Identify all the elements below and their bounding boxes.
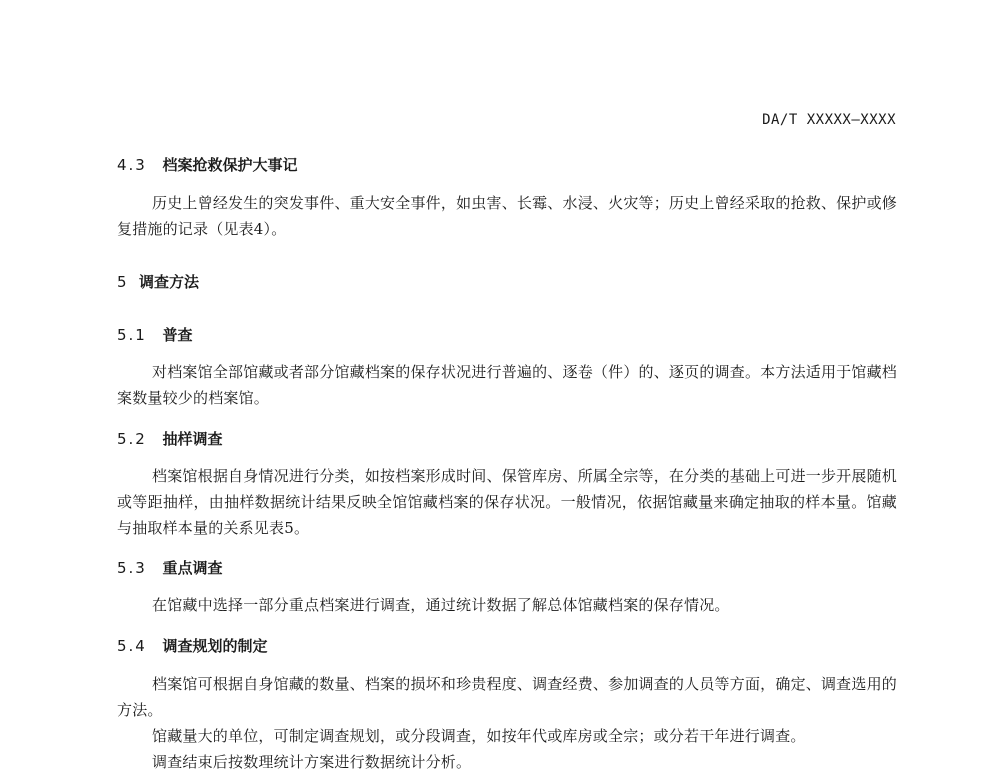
section-heading-5-1 [117,324,193,345]
section-heading-5-3 [117,557,223,578]
section-heading-4-3 [117,154,298,175]
section-number: 4.3 [117,156,147,174]
section-heading-5 [117,271,199,292]
paragraph: 在馆藏中选择一部分重点档案进行调查，通过统计数据了解总体馆藏档案的保存情况。 [152,596,730,614]
section-heading-5-4 [117,635,268,656]
paragraph: 档案馆可根据自身馆藏的数量、档案的损坏和珍贵程度、调查经费、参加调查的人员等方面，确定、调查选用的方法。 [117,675,897,719]
section-title: 重点调查 [162,559,223,577]
section-title: 普查 [162,326,193,344]
paragraph: 调查结束后按数理统计方案进行数据统计分析。 [152,753,472,771]
section-title: 调查方法 [139,273,200,291]
section-number: 5 [117,273,129,291]
document-code: DA/T XXXXX—XXXX [762,112,896,128]
section-title: 调查规划的制定 [162,637,268,655]
section-title: 抽样调查 [162,430,223,448]
paragraph: 对档案馆全部馆藏或者部分馆藏档案的保存状况进行普遍的、逐卷（件）的、逐页的调查。本方法适用于馆藏档案数量较少的档案馆。 [117,363,897,407]
paragraph: 档案馆根据自身情况进行分类，如按档案形成时间、保管库房、所属全宗等，在分类的基础上可进一步开展随机或等距抽样，由抽样数据统计结果反映全馆馆藏档案的保存状况。一般情况，依据馆藏量来确定抽取的样本量。馆藏与抽取样本量的关系见表5。 [117,467,897,537]
section-number: 5.2 [117,430,147,448]
section-number: 5.4 [117,637,147,655]
paragraph: 历史上曾经发生的突发事件、重大安全事件，如虫害、长霉、水浸、火灾等；历史上曾经采取的抢救、保护或修复措施的记录（见表4）。 [117,194,897,238]
section-number: 5.3 [117,559,147,577]
section-number: 5.1 [117,326,147,344]
paragraph: 馆藏量大的单位，可制定调查规划，或分段调查，如按年代或库房或全宗；或分若干年进行调查。 [152,727,806,745]
section-heading-5-2 [117,428,223,449]
section-title: 档案抢救保护大事记 [162,156,298,174]
